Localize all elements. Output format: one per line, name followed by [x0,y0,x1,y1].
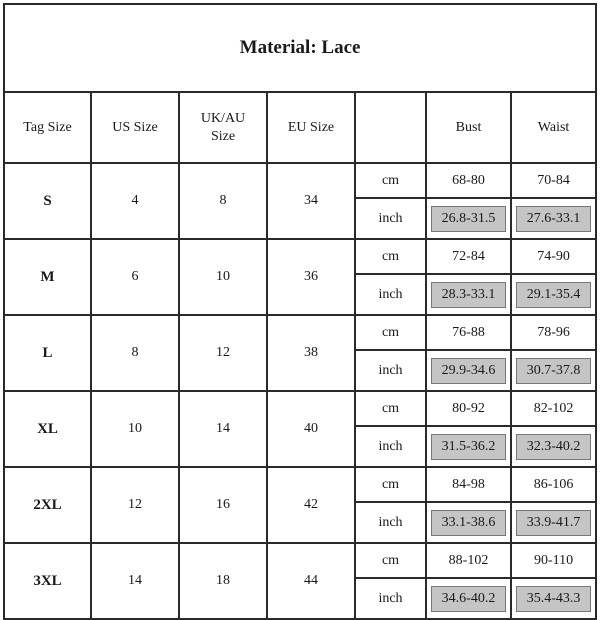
cell-bust-inch [426,198,511,239]
table-row-cm [4,467,596,502]
cell-eu-size: 42 [267,467,355,543]
cell-eu-size: 36 [267,239,355,315]
header-uk-au-line1: UK/AU [200,111,246,126]
cell-tag-size: M [4,239,91,315]
header-us-size: US Size [91,92,179,163]
cell-waist-inch [511,426,596,467]
header-uk-au-size [179,92,267,163]
cell-unit-cm: cm [355,163,426,198]
cell-eu-size: 44 [267,543,355,619]
cell-eu-size: 38 [267,315,355,391]
cell-uk-au-size: 18 [179,543,267,619]
waist-inch-value: 29.1-35.4 [516,282,591,308]
cell-us-size: 6 [91,239,179,315]
header-uk-au-line2: Size [210,128,236,144]
cell-unit-cm: cm [355,239,426,274]
waist-inch-value: 33.9-41.7 [516,510,591,536]
cell-waist-inch [511,578,596,619]
table-row-cm [4,315,596,350]
cell-uk-au-size: 14 [179,391,267,467]
bust-inch-value: 28.3-33.1 [431,282,506,308]
bust-inch-value: 34.6-40.2 [431,586,506,612]
cell-us-size: 12 [91,467,179,543]
cell-bust-cm: 72-84 [426,239,511,274]
header-tag-size: Tag Size [4,92,91,163]
table-row-cm [4,239,596,274]
cell-bust-inch [426,578,511,619]
header-eu-size: EU Size [267,92,355,163]
cell-unit-inch: inch [355,578,426,619]
cell-unit-inch: inch [355,274,426,315]
waist-inch-value: 35.4-43.3 [516,586,591,612]
cell-tag-size: 2XL [4,467,91,543]
cell-tag-size: L [4,315,91,391]
cell-us-size: 8 [91,315,179,391]
cell-bust-inch [426,274,511,315]
cell-tag-size: 3XL [4,543,91,619]
cell-waist-cm: 86-106 [511,467,596,502]
cell-us-size: 10 [91,391,179,467]
cell-unit-inch: inch [355,350,426,391]
cell-us-size: 4 [91,163,179,239]
cell-uk-au-size: 10 [179,239,267,315]
table-row-cm [4,391,596,426]
bust-inch-value: 31.5-36.2 [431,434,506,460]
cell-uk-au-size: 12 [179,315,267,391]
cell-eu-size: 34 [267,163,355,239]
cell-uk-au-size: 16 [179,467,267,543]
cell-waist-inch [511,274,596,315]
cell-unit-cm: cm [355,467,426,502]
cell-bust-cm: 76-88 [426,315,511,350]
cell-uk-au-size: 8 [179,163,267,239]
table-row-cm [4,543,596,578]
cell-unit-cm: cm [355,315,426,350]
cell-bust-inch [426,426,511,467]
cell-eu-size: 40 [267,391,355,467]
header-bust: Bust [426,92,511,163]
size-chart [3,3,595,606]
table-row-cm [4,163,596,198]
cell-bust-cm: 68-80 [426,163,511,198]
bust-inch-value: 33.1-38.6 [431,510,506,536]
cell-bust-cm: 80-92 [426,391,511,426]
cell-waist-cm: 78-96 [511,315,596,350]
cell-unit-inch: inch [355,502,426,543]
header-unit [355,92,426,163]
cell-bust-cm: 84-98 [426,467,511,502]
cell-bust-inch [426,350,511,391]
cell-unit-cm: cm [355,391,426,426]
cell-waist-inch [511,198,596,239]
header-row [4,92,596,163]
cell-waist-inch [511,350,596,391]
waist-inch-value: 32.3-40.2 [516,434,591,460]
table-title: Material: Lace [4,4,596,92]
cell-tag-size: XL [4,391,91,467]
cell-us-size: 14 [91,543,179,619]
bust-inch-value: 29.9-34.6 [431,358,506,384]
cell-waist-cm: 74-90 [511,239,596,274]
waist-inch-value: 27.6-33.1 [516,206,591,232]
bust-inch-value: 26.8-31.5 [431,206,506,232]
size-table [3,3,597,620]
cell-unit-inch: inch [355,198,426,239]
cell-tag-size: S [4,163,91,239]
cell-waist-cm: 90-110 [511,543,596,578]
waist-inch-value: 30.7-37.8 [516,358,591,384]
cell-bust-inch [426,502,511,543]
cell-waist-inch [511,502,596,543]
cell-unit-inch: inch [355,426,426,467]
cell-waist-cm: 70-84 [511,163,596,198]
cell-waist-cm: 82-102 [511,391,596,426]
cell-unit-cm: cm [355,543,426,578]
cell-bust-cm: 88-102 [426,543,511,578]
header-waist: Waist [511,92,596,163]
